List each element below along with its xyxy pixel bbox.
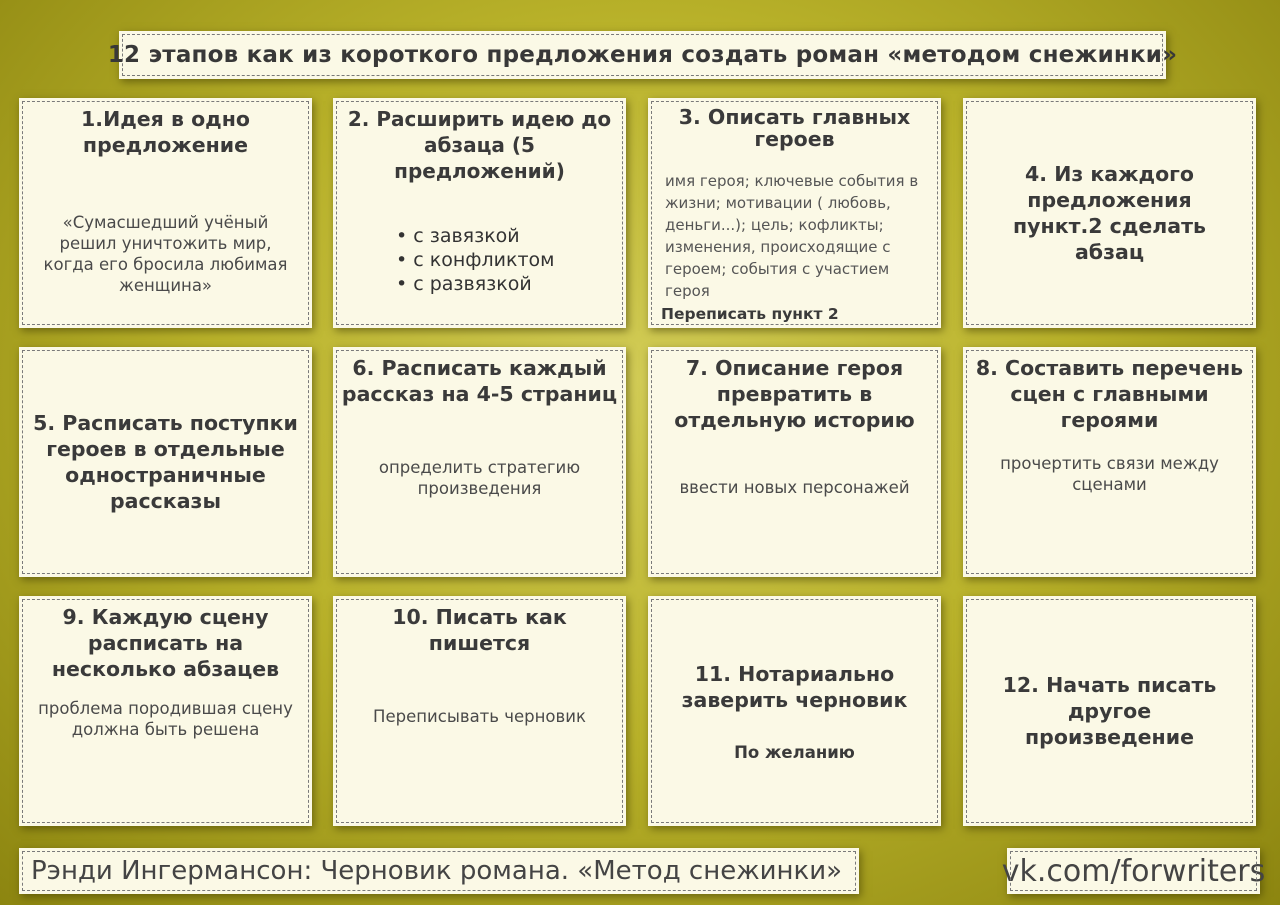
site-credit xyxy=(1001,848,1266,894)
step-heading: 4. Из каждого предложения пункт.2 сделать абзац xyxy=(1013,162,1206,264)
step-card-6 xyxy=(333,347,626,577)
source-text: Рэнди Ингермансон: Черновик романа. «Метод снежинки» xyxy=(31,856,843,886)
step-card-11 xyxy=(648,596,941,826)
step-text: «Сумасшедший учёный решил уничтожить мир, когда его бросила любимая женщина» xyxy=(43,213,288,295)
step-card-2 xyxy=(333,98,626,328)
step-note: Переписать пункт 2 xyxy=(661,305,839,323)
step-heading: 12. Начать писать другое произведение xyxy=(1002,673,1217,749)
step-card-9 xyxy=(19,596,312,826)
bullet-item: • с развязкой xyxy=(396,273,532,295)
step-card-7 xyxy=(648,347,941,577)
step-heading: 7. Описание героя превратить в отдельную историю xyxy=(674,356,915,432)
bullet-item: • с завязкой xyxy=(396,225,520,247)
source-credit xyxy=(19,848,859,894)
step-card-12 xyxy=(963,596,1256,826)
step-card-5 xyxy=(19,347,312,577)
step-text: определить стратегию произведения xyxy=(378,458,581,498)
step-text: Переписывать черновик xyxy=(373,707,586,726)
step-text: проблема породившая сцену должна быть решена xyxy=(38,699,293,739)
title-banner xyxy=(107,31,1178,79)
step-card-1 xyxy=(19,98,312,328)
step-heading: 3. Описать главных героев xyxy=(678,105,911,151)
step-heading: 2. Расширить идею до абзаца (5 предложений) xyxy=(347,107,612,183)
step-heading: 6. Расписать каждый рассказ на 4-5 страниц xyxy=(341,356,618,406)
step-heading: 1.Идея в одно предложение xyxy=(81,107,250,157)
step-heading: 10. Писать как пишется xyxy=(392,605,567,655)
step-card-8 xyxy=(963,347,1256,577)
page-title: 12 этапов как из короткого предложения создать роман «методом снежинки» xyxy=(107,42,1178,68)
step-text: имя героя; ключевые события в жизни; мотивации ( любовь, деньги...); цель; кофликты; изменения, происходящие с героем; события с участием героя xyxy=(665,172,919,300)
step-bullets xyxy=(396,224,619,296)
site-link: vk.com/forwriters xyxy=(1001,853,1266,889)
step-heading: 8. Составить перечень сцен с главными героями xyxy=(975,356,1244,432)
step-card-3 xyxy=(648,98,941,328)
step-text: прочертить связи между сценами xyxy=(1000,454,1219,494)
step-text: ввести новых персонажей xyxy=(679,478,910,497)
step-card-10 xyxy=(333,596,626,826)
step-heading: 5. Расписать поступки героев в отдельные одностраничные рассказы xyxy=(33,411,298,513)
bullet-item: • с конфликтом xyxy=(396,249,555,271)
step-heading: 11. Нотариально заверить черновик xyxy=(681,661,908,712)
step-card-4 xyxy=(963,98,1256,328)
step-heading: 9. Каждую сцену расписать на несколько абзацев xyxy=(51,605,280,681)
step-note: По желанию xyxy=(734,742,855,762)
